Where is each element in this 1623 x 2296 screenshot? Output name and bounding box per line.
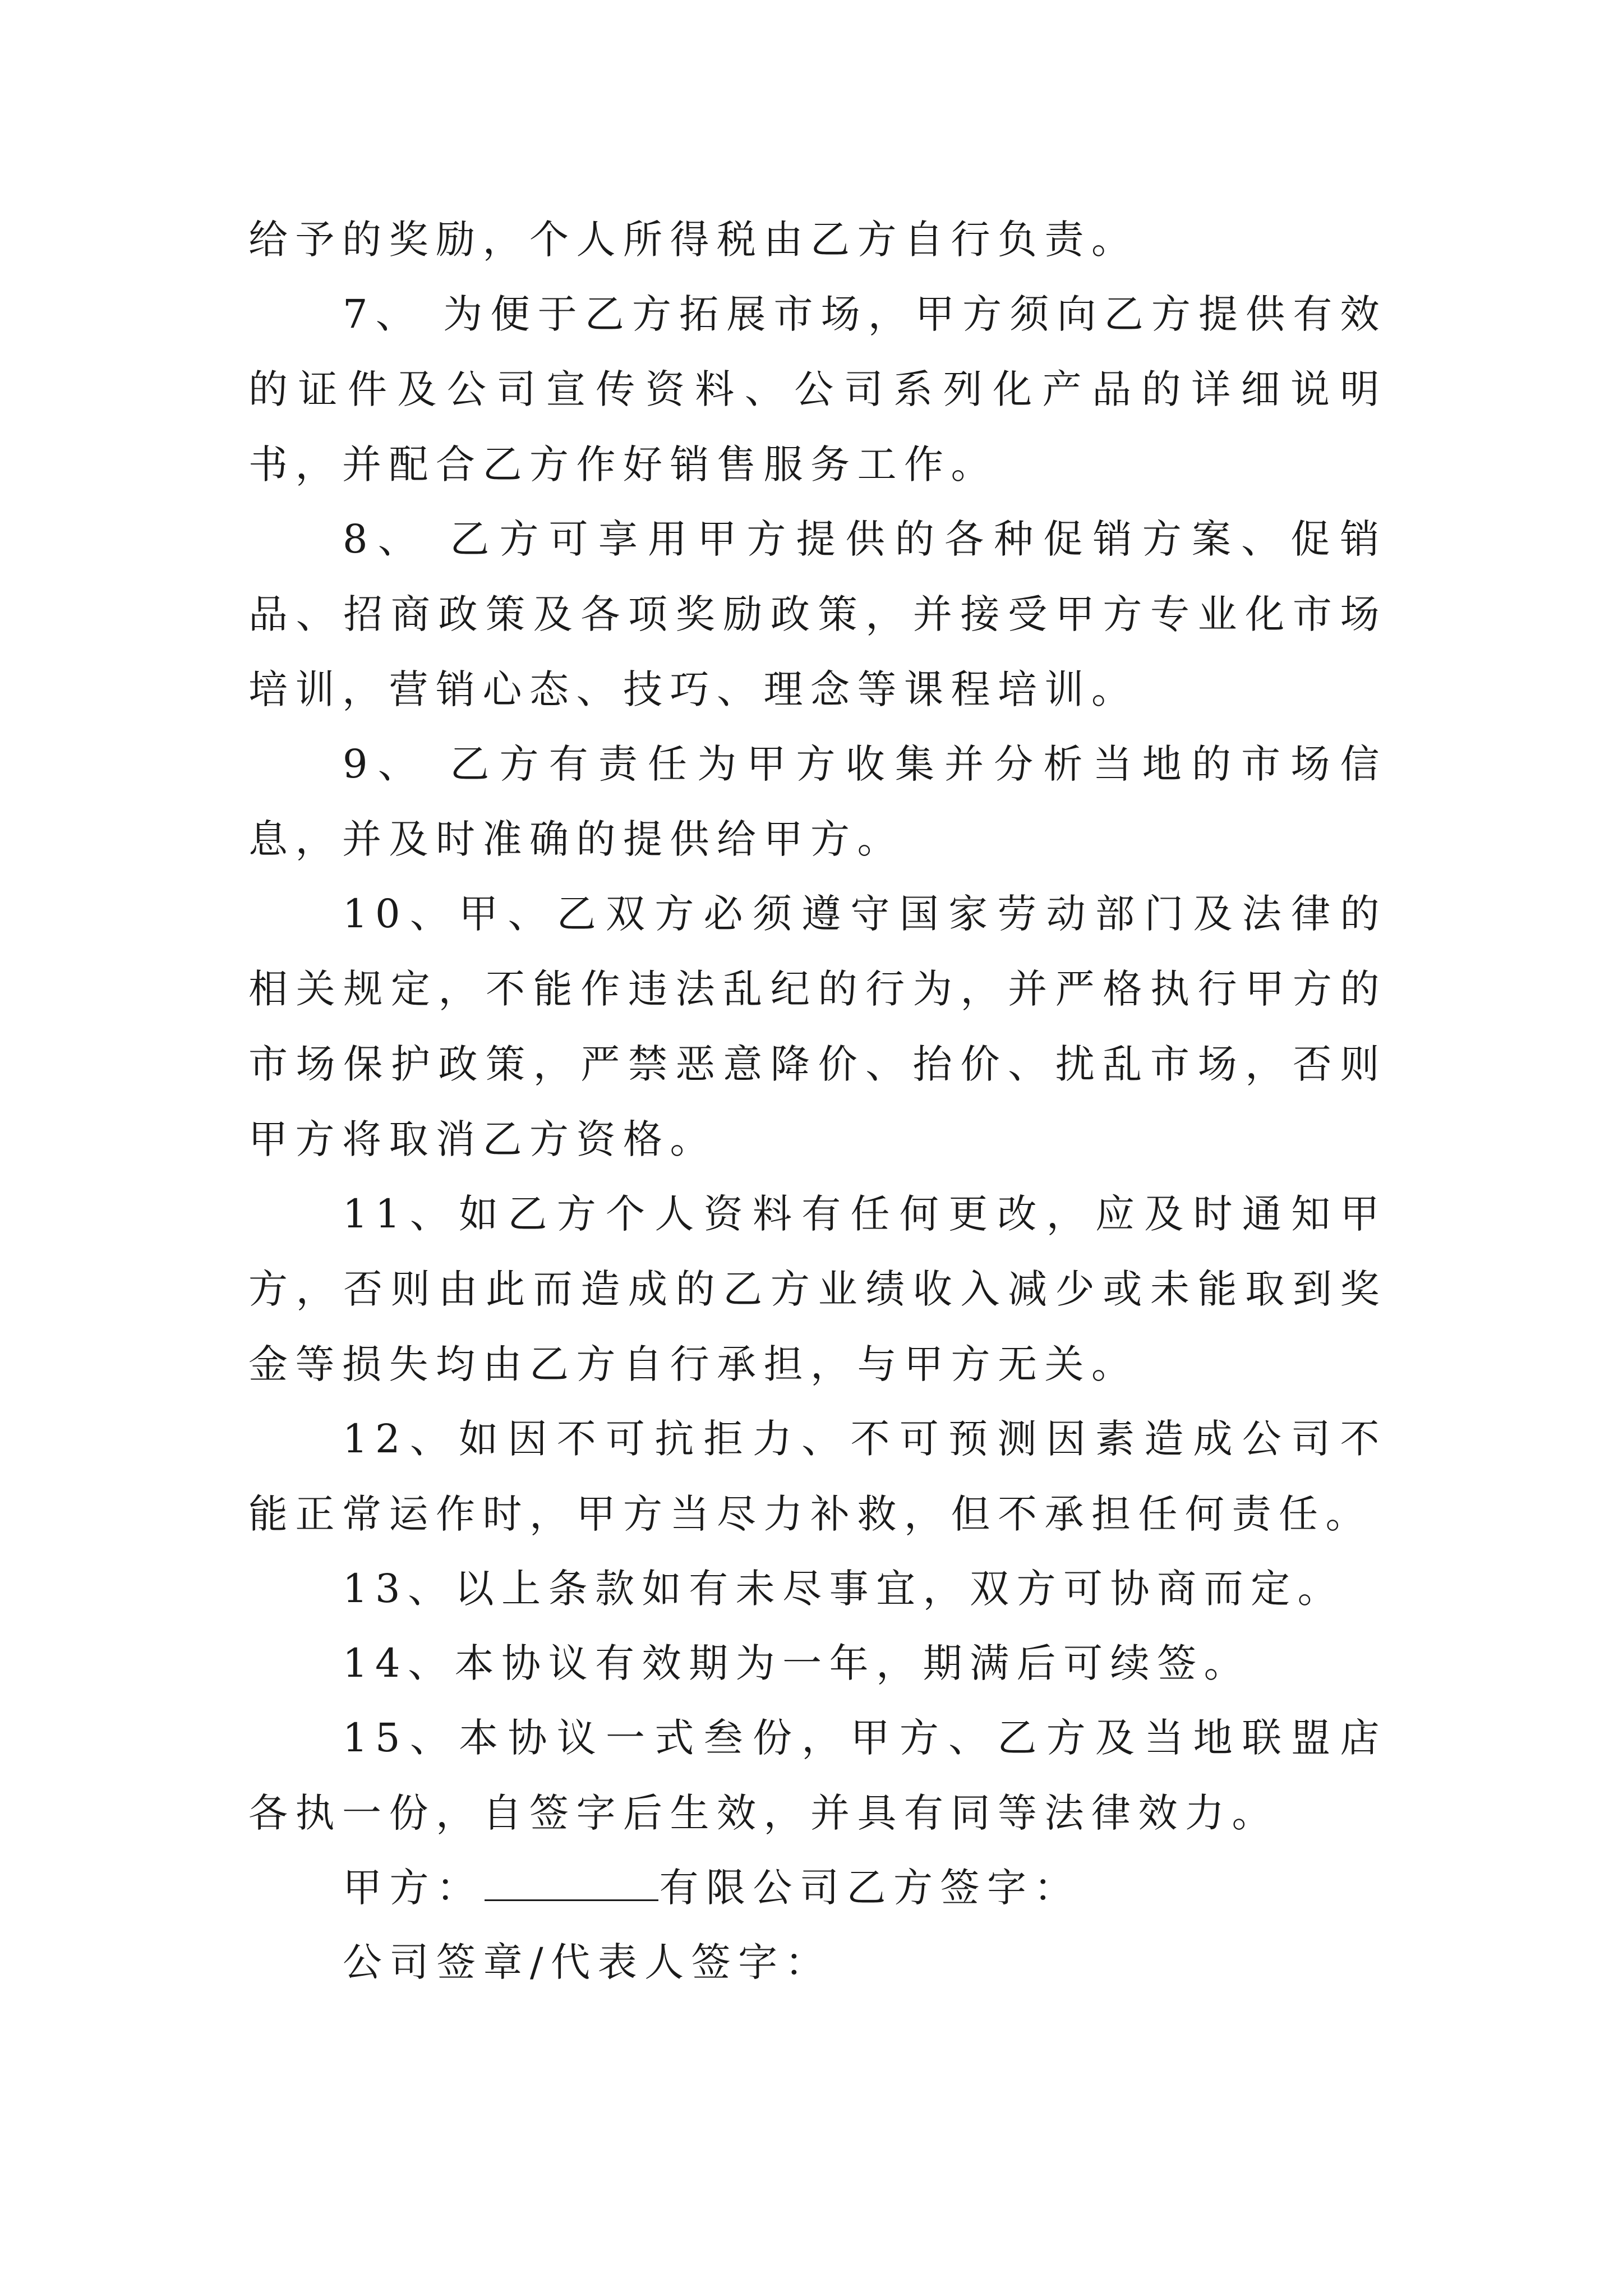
clause-text: 乙方可享用甲方提供的各种促销方案、促销品、招商政策及各项奖励政策，并接受甲方专业化市场培训，营销心态、技巧、理念等课程培训。 xyxy=(248,516,1387,712)
clause-11 xyxy=(248,1176,1387,1402)
clause-8 xyxy=(248,501,1387,727)
document-body xyxy=(248,202,1387,1999)
clause-number: 13、 xyxy=(343,1566,455,1612)
signature-line-company-seal: 公司签章/代表人签字： xyxy=(343,1939,832,1985)
clause-text: 如乙方个人资料有任何更改，应及时通知甲方，否则由此而造成的乙方业绩收入减少或未能取到奖金等损失均由乙方自行承担，与甲方无关。 xyxy=(248,1191,1387,1387)
clause-number: 9、 xyxy=(343,741,450,787)
clause-13 xyxy=(248,1551,1387,1626)
clause-number: 15、 xyxy=(343,1715,459,1761)
clause-number: 14、 xyxy=(343,1640,455,1686)
clause-text: 乙方有责任为甲方收集并分析当地的市场信息，并及时准确的提供给甲方。 xyxy=(248,741,1387,862)
signature-line-party-a xyxy=(248,1850,1387,1925)
party-a-suffix: 有限公司乙方签字： xyxy=(659,1865,1081,1911)
clause-10 xyxy=(248,876,1387,1177)
clause-text: 本协议一式叁份，甲方、乙方及当地联盟店各执一份，自签字后生效，并具有同等法律效力。 xyxy=(248,1715,1387,1836)
clause-text: 如因不可抗拒力、不可预测因素造成公司不能正常运作时，甲方当尽力补救，但不承担任何责任。 xyxy=(248,1416,1387,1537)
clause-number: 12、 xyxy=(343,1416,459,1462)
clause-9 xyxy=(248,726,1387,877)
clause-text: 甲、乙双方必须遵守国家劳动部门及法律的相关规定，不能作违法乱纪的行为，并严格执行甲方的市场保护政策，严禁恶意降价、抬价、扰乱市场，否则甲方将取消乙方资格。 xyxy=(248,891,1387,1162)
clause-number: 8、 xyxy=(343,516,450,562)
party-a-label: 甲方： xyxy=(343,1865,483,1911)
company-name-blank xyxy=(485,1857,658,1901)
paragraph-continuation: 给予的奖励，个人所得税由乙方自行负责。 xyxy=(248,217,1138,263)
clause-text: 为便于乙方拓展市场，甲方须向乙方提供有效的证件及公司宣传资料、公司系列化产品的详细说明书，并配合乙方作好销售服务工作。 xyxy=(248,291,1387,487)
clause-number: 11、 xyxy=(343,1191,459,1237)
clause-number: 7、 xyxy=(343,291,444,337)
clause-text: 本协议有效期为一年，期满后可续签。 xyxy=(454,1640,1251,1686)
clause-text: 以上条款如有未尽事宜，双方可协商而定。 xyxy=(454,1566,1345,1612)
clause-12 xyxy=(248,1401,1387,1552)
clause-7 xyxy=(248,277,1387,502)
clause-14 xyxy=(248,1626,1387,1701)
clause-number: 10、 xyxy=(343,891,459,937)
clause-15 xyxy=(248,1700,1387,1851)
